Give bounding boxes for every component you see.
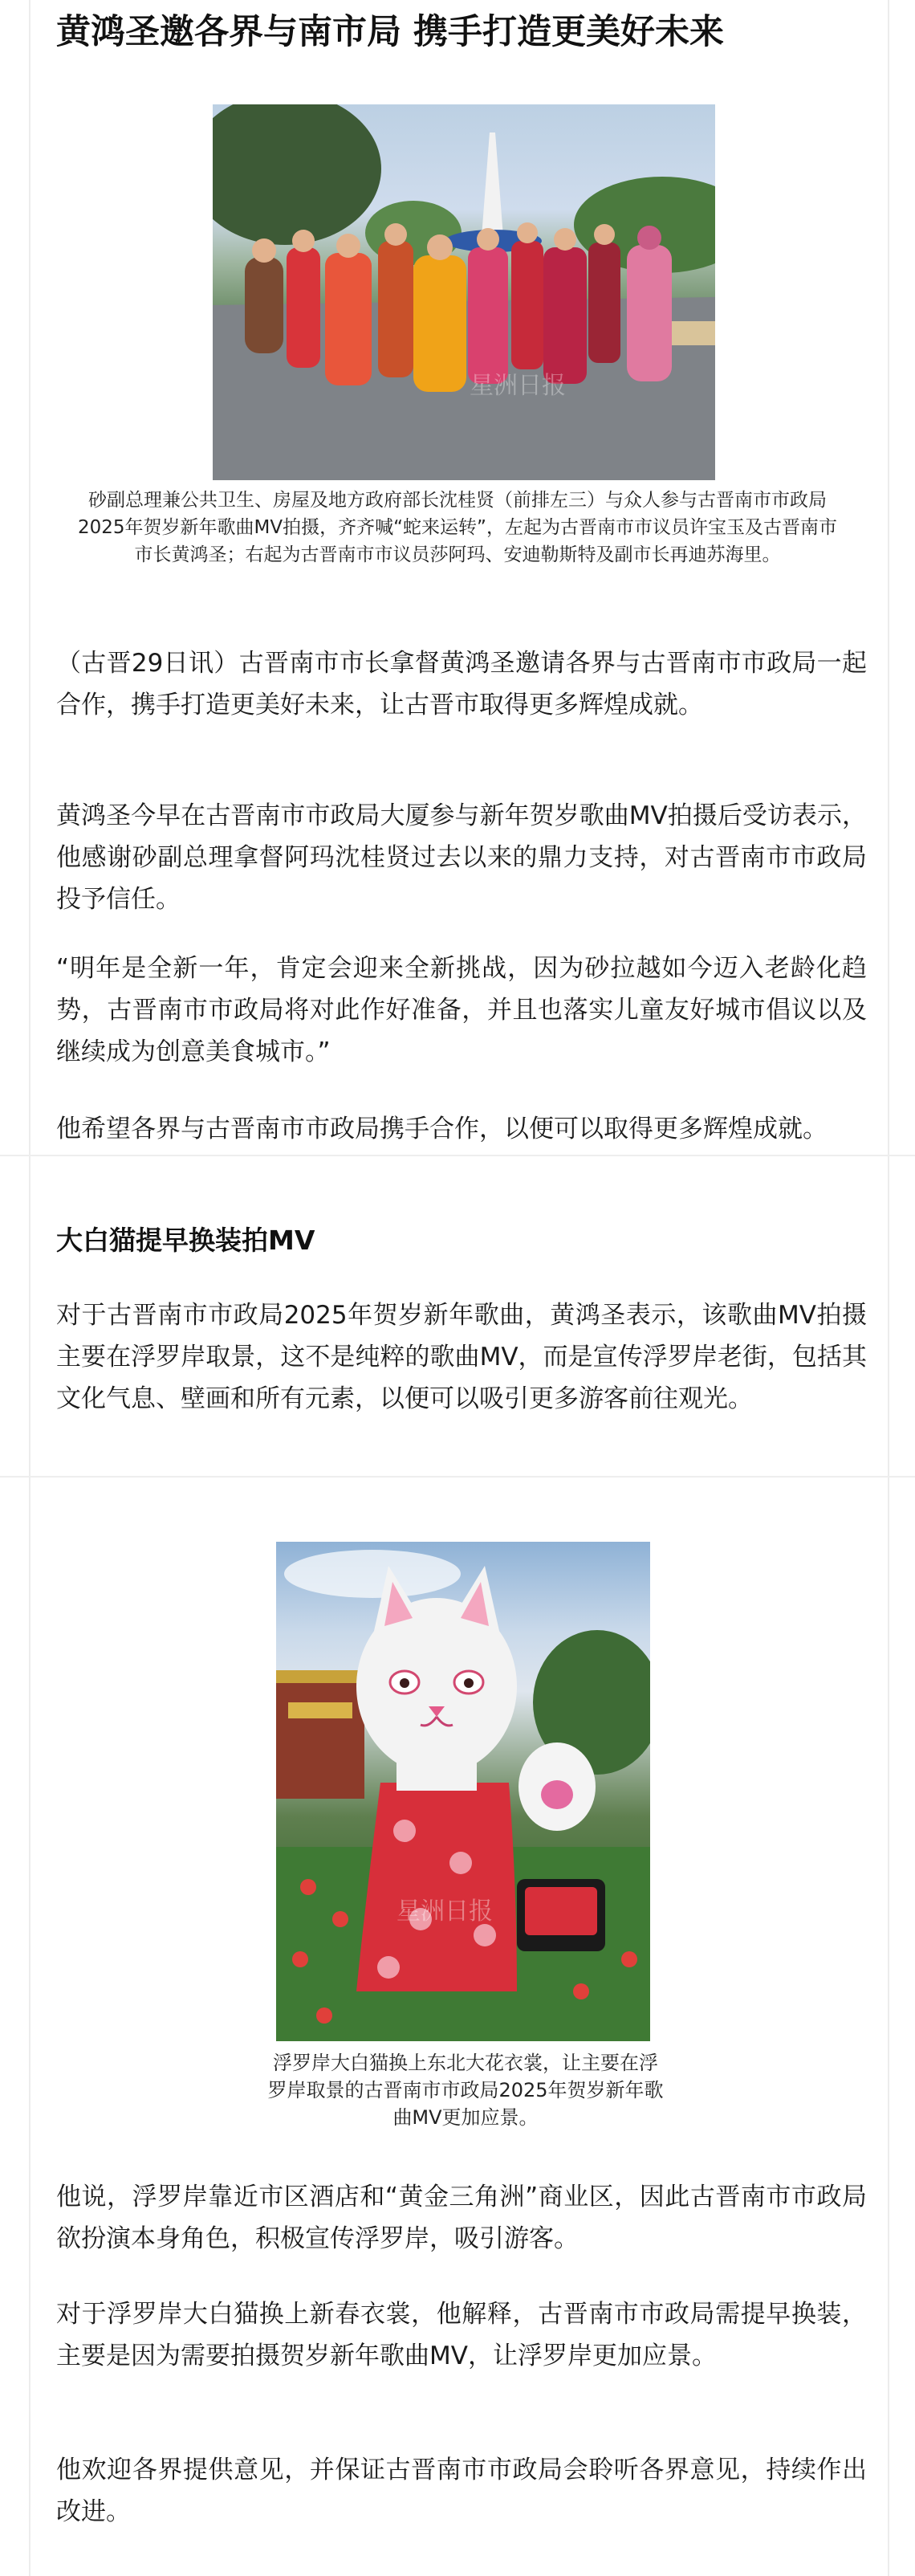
watermark: 星洲日报 <box>396 1897 493 1926</box>
section-heading: 大白猫提早换装拍MV <box>56 1225 315 1256</box>
article-title: 黄鸿圣邀各界与南市局 携手打造更美好未来 <box>56 12 724 52</box>
cat-statue-photo <box>276 1542 650 2041</box>
paragraph: “明年是全新一年，肯定会迎来全新挑战，因为砂拉越如今迈入老龄化趋势，古晋南市市政局将对此作好准备，并且也落实儿童友好城市倡议以及继续成为创意美食城市。” <box>56 954 867 1066</box>
paragraph: 对于浮罗岸大白猫换上新春衣裳，他解释，古晋南市市政局需提早换装，主要是因为需要拍摄贺岁新年歌曲MV，让浮罗岸更加应景。 <box>56 2300 867 2370</box>
watermark: 星洲日报 <box>470 372 566 400</box>
paragraph: 他欢迎各界提供意见，并保证古晋南市市政局会聆听各界意见，持续作出改进。 <box>56 2456 867 2526</box>
paragraph: 他希望各界与古晋南市市政局携手合作，以便可以取得更多辉煌成就。 <box>56 1115 828 1143</box>
photo-caption: 浮罗岸大白猫换上东北大花衣裳，让主要在浮罗岸取景的古晋南市市政局2025年贺岁新年歌曲MV更加应景。 <box>267 2052 664 2129</box>
paragraph: 他说，浮罗岸靠近市区酒店和“黄金三角洲”商业区，因此古晋南市市政局欲扮演本身角色，积极宣传浮罗岸，吸引游客。 <box>56 2183 867 2253</box>
section-divider <box>0 1155 915 1156</box>
group-photo <box>213 104 715 480</box>
section-divider <box>0 1476 915 1478</box>
paragraph: （古晋29日讯）古晋南市市长拿督黄鸿圣邀请各界与古晋南市市政局一起合作，携手打造更美好未来，让古晋市取得更多辉煌成就。 <box>56 649 867 719</box>
photo-caption: 砂副总理兼公共卫生、房屋及地方政府部长沈桂贤（前排左三）与众人参与古晋南市市政局2025年贺岁新年歌曲MV拍摄，齐齐喊“蛇来运转”，左起为古晋南市市议员许宝玉及古晋南市市长黄鸿圣；右起为古晋南市市议员莎阿玛、安迪勒斯特及副市长再迪苏海里。 <box>78 490 837 565</box>
paragraph: 黄鸿圣今早在古晋南市市政局大厦参与新年贺岁歌曲MV拍摄后受访表示，他感谢砂副总理拿督阿玛沈桂贤过去以来的鼎力支持，对古晋南市市政局投予信任。 <box>56 801 867 914</box>
paragraph: 对于古晋南市市政局2025年贺岁新年歌曲，黄鸿圣表示，该歌曲MV拍摄主要在浮罗岸取景，这不是纯粹的歌曲MV，而是宣传浮罗岸老街，包括其文化气息、壁画和所有元素，以便可以吸引更多游客前往观光。 <box>56 1301 867 1413</box>
